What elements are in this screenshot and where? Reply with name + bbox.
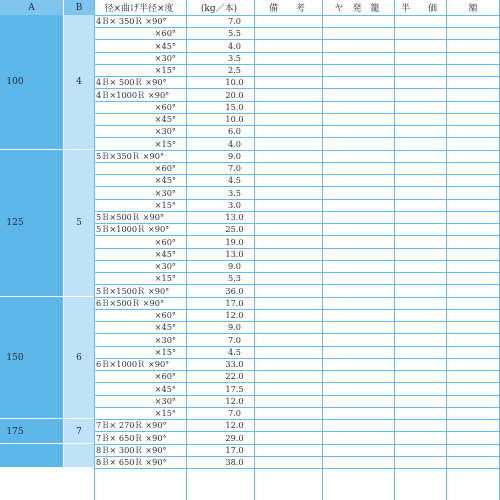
group-divider [0,467,94,468]
column-rule [94,0,95,500]
column-rule [446,0,447,500]
weight-cell: 7.0 [227,408,242,418]
spec-cell: ×30° [154,187,176,198]
spec-cell: ×60° [154,236,176,247]
table-row [94,321,500,334]
weight-cell: 9.0 [227,322,242,333]
spec-cell: ×30° [154,261,176,271]
group-b-label: 4 [76,77,82,88]
weight-cell: 19.0 [225,236,244,247]
header-col-a: A [0,0,63,15]
spec-cell: ×60° [154,163,176,173]
table-row [94,125,500,138]
weight-cell: 4.0 [227,138,242,149]
weight-cell: 7.0 [227,16,242,26]
header-unit-price: 半 価 [400,4,437,14]
table-row [94,199,500,212]
weight-cell: 3.5 [227,52,242,63]
header-weight: (kg／本) [200,4,238,14]
table-row [94,113,500,126]
spec-cell: ×60° [154,101,176,112]
spec-cell: 5Ｂ×1500Ｒ ×90° [96,285,170,296]
table-row [94,223,500,236]
table-row [94,162,500,175]
weight-cell: 22.0 [225,371,244,382]
group-b-cell [64,444,94,468]
header-col-5: ヤ 発 籠 [334,4,380,14]
table-row [94,407,500,420]
table-row [94,15,500,28]
spec-cell: 6Ｂ×500Ｒ ×90° [96,297,165,308]
table-row [94,52,500,65]
column-rule [322,0,323,500]
table-row [94,187,500,200]
table-row [94,297,500,310]
spec-cell: ×45° [154,383,176,394]
spec-cell: ×15° [154,138,176,149]
weight-cell: 38.0 [225,457,244,467]
table-row [94,64,500,77]
weight-cell: 7.0 [227,163,242,173]
weight-cell: 5.3 [227,273,242,284]
table-row [94,370,500,383]
spec-cell: ×30° [154,395,176,406]
table-row [94,236,500,249]
header-rule [94,15,500,16]
table-row [94,248,500,261]
spec-cell: ×45° [154,175,176,186]
table-row [94,89,500,102]
weight-cell: 12.0 [225,420,244,431]
spec-cell: ×15° [154,65,176,75]
weight-cell: 2.5 [227,65,242,75]
weight-cell: 7.0 [227,334,242,345]
column-rule [186,0,187,500]
spec-cell: 6Ｂ×1000Ｒ ×90° [96,359,170,369]
spec-cell: ×45° [154,40,176,51]
group-b-label: 7 [76,426,82,437]
table-row [94,383,500,396]
header-remarks: 備 考 [268,4,305,14]
header-spec: 径×曲げ半径×度 [104,4,174,14]
spec-cell: 5Ｂ×350Ｒ ×90° [96,150,165,161]
spec-cell: ×30° [154,52,176,63]
header-amount: 額 [468,4,478,14]
weight-cell: 17.0 [225,444,244,455]
weight-cell: 10.0 [225,77,244,88]
weight-cell: 9.0 [227,261,242,271]
table-row [94,358,500,371]
spec-cell: ×60° [154,371,176,382]
table-row [94,101,500,114]
spec-cell: 8Ｂ× 650Ｒ ×90° [96,457,167,467]
table-row [94,211,500,224]
spec-cell: 4Ｂ× 500Ｒ ×90° [96,77,167,88]
spec-cell: 8Ｂ× 300Ｒ ×90° [96,444,167,455]
weight-cell: 15.0 [225,101,244,112]
spec-cell: ×30° [154,126,176,137]
weight-cell: 17.5 [225,383,244,394]
weight-cell: 4.5 [227,346,242,357]
weight-cell: 33.0 [225,359,244,369]
spec-cell: 5Ｂ×1000Ｒ ×90° [96,224,170,235]
weight-cell: 12.0 [225,310,244,320]
weight-cell: 12.0 [225,395,244,406]
spec-cell: 7Ｂ× 270Ｒ ×90° [96,420,167,431]
group-a-label: 125 [6,218,24,229]
spec-cell: ×15° [154,273,176,284]
spec-cell: ×45° [154,114,176,124]
table-row [94,419,500,432]
weight-cell: 6.0 [227,126,242,137]
group-a-label: 175 [6,426,24,437]
group-b-label: 6 [76,353,82,363]
spec-cell: ×30° [154,334,176,345]
spec-cell: 4Ｂ× 350Ｒ ×90° [96,16,167,26]
table-row [94,309,500,322]
weight-cell: 4.0 [227,40,242,51]
group-a-cell [0,444,63,468]
weight-cell: 9.0 [227,150,242,161]
spec-cell: 5Ｂ×500Ｒ ×90° [96,212,165,222]
table-row [94,285,500,298]
table-row [94,444,500,457]
spec-cell: ×45° [154,322,176,333]
spec-cell: ×45° [154,248,176,259]
spec-cell: ×15° [154,346,176,357]
table-row [94,272,500,285]
weight-cell: 4.5 [227,175,242,186]
table-row [94,334,500,347]
table-row [94,174,500,187]
column-rule [394,0,395,500]
spec-cell: 4Ｂ×1000Ｒ ×90° [96,89,170,100]
weight-cell: 13.0 [225,248,244,259]
column-rule [254,0,255,500]
weight-cell: 13.0 [225,212,244,222]
table-row [94,138,500,151]
spec-cell: ×15° [154,408,176,418]
header-col-b: B [64,0,94,15]
table-row [94,150,500,163]
table-row [94,40,500,53]
spec-cell: 7Ｂ× 650Ｒ ×90° [96,432,167,443]
table-row [94,76,500,89]
weight-cell: 5.5 [227,28,242,39]
weight-cell: 17.0 [225,297,244,308]
weight-cell: 3.5 [227,187,242,198]
weight-cell: 3.0 [227,199,242,210]
weight-cell: 20.0 [225,89,244,100]
weight-cell: 10.0 [225,114,244,124]
table-row [94,260,500,273]
table-row [94,346,500,359]
spec-cell: ×15° [154,199,176,210]
table-row [94,456,500,469]
spec-cell: ×60° [154,28,176,39]
group-b-label: 5 [76,218,82,229]
table-row [94,27,500,40]
table-row [94,395,500,408]
spec-cell: ×60° [154,310,176,320]
group-a-label: 150 [6,353,24,363]
table-row [94,432,500,445]
group-a-label: 100 [6,77,24,88]
weight-cell: 29.0 [225,432,244,443]
weight-cell: 25.0 [225,224,244,235]
weight-cell: 36.0 [225,285,244,296]
